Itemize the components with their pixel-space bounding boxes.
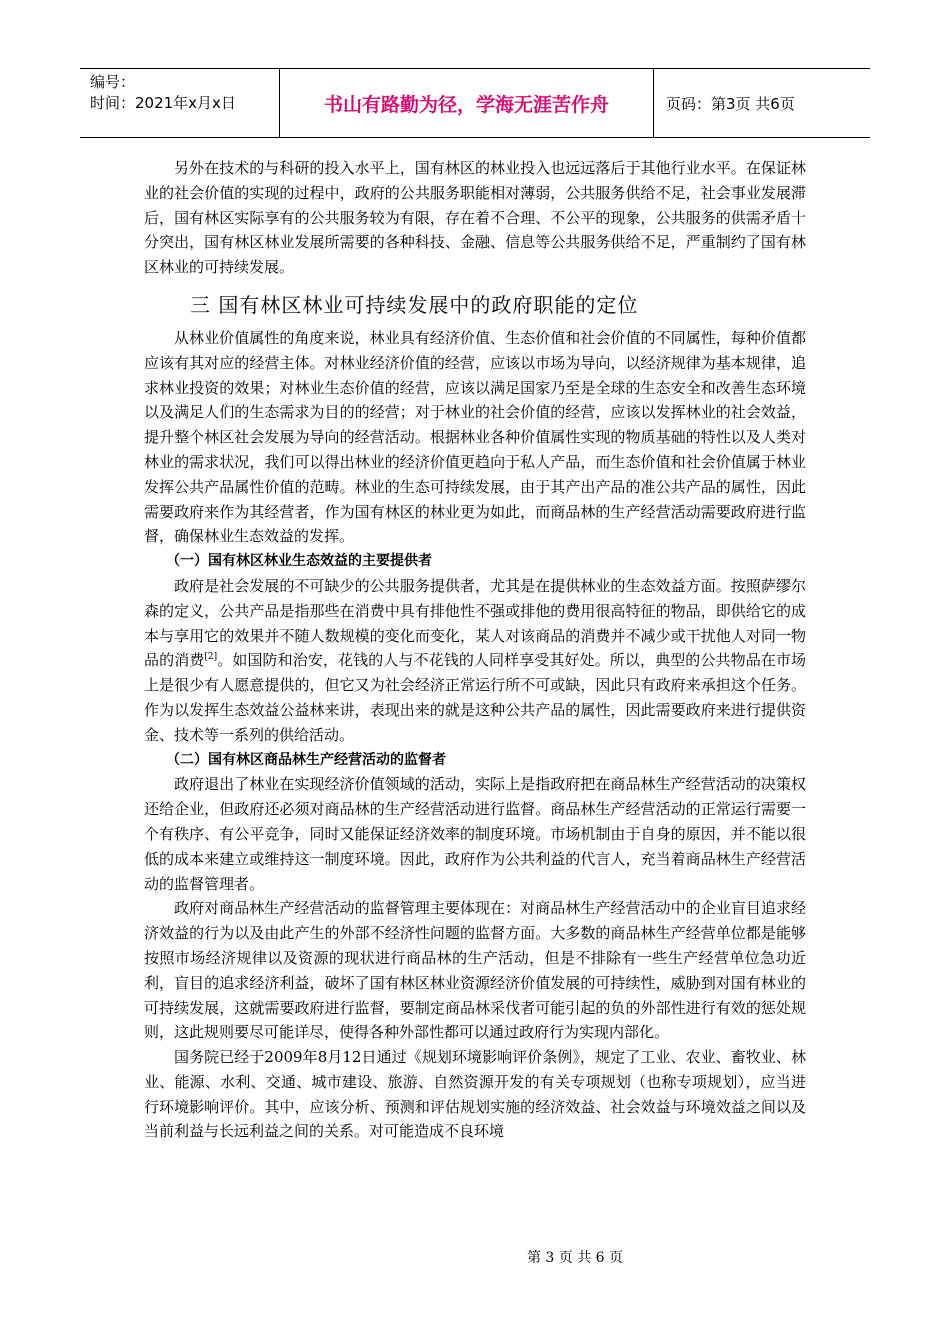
page-footer: 第 3 页 共 6 页 [526,1250,624,1266]
paragraph-3-part-a: 政府是社会发展的不可缺少的公共服务提供者，尤其是在提供林业的生态效益方面。按照萨缪尔森的定义，公共产品是指那些在消费中具有排他性不强或排他的费用很高特征的物品，即供给它的成本与享用它的效果并不随人数规模的变化而变化，某人对该商品的消费并不减少或干扰他人对同一物品的消费 [144,576,806,670]
paragraph-1: 另外在技术的与科研的投入水平上，国有林区的林业投入也远远落后于其他行业水平。在保证林业的社会价值的实现的过程中，政府的公共服务职能相对薄弱，公共服务供给不足，社会事业发展滞后，国有林区实际享有的公共服务较为有限，存在着不合理、不公平的现象，公共服务的供需矛盾十分突出，国有林区林业发展所需要的各种科技、金融、信息等公共服务供给不足，严重制约了国有林区林业的可持续发展。 [144,159,806,277]
page-header [80,68,870,138]
header-meta [80,69,280,137]
header-page-info: 页码：第3页 共6页 [666,94,795,113]
subsection-title-1: （一）国有林区林业生态效益的主要提供者 [166,553,432,570]
paragraph-2: 从林业价值属性的角度来说，林业具有经济价值、生态价值和社会价值的不同属性，每种价值都应该有其对应的经营主体。对林业经济价值的经营，应该以市场为导向，以经济规律为基本规律，追求林业投资的效果；对林业生态价值的经营，应该以满足国家乃至是全球的生态安全和改善生态环境以及满足人们的生态需求为目的的经营；对于林业的社会价值的经营，应该以发挥林业的社会效益，提升整个林区社会发展为导向的经营活动。根据林业各种价值属性实现的物质基础的特性以及人类对林业的需求状况，我们可以得出林业的经济价值更趋向于私人产品，而生态价值和社会价值属于林业发挥公共产品属性价值的范畴。林业的生态可持续发展，由于其产出产品的准公共产品的属性，因此需要政府来作为其经营者，作为国有林区的林业更为如此，而商品林的生产经营活动需要政府进行监督，确保林业生态效益的发挥。 [144,328,806,546]
paragraph-3-part-b: 。如国防和治安，花钱的人与不花钱的人同样享受其好处。所以，典型的公共物品在市场上是很少有人愿意提供的，但它又为社会经济正常运行所不可或缺，因此只有政府来承担这个任务。作为以发挥生态效益公益林来讲，表现出来的就是这种公共产品的属性，因此需要政府来进行提供资金、技术等一系列的供给活动。 [144,651,806,744]
paragraph-5: 政府对商品林生产经营活动的监督管理主要体现在：对商品林生产经营活动中的企业盲目追求经济效益的行为以及由此产生的外部不经济性问题的监督方面。大多数的商品林生产经营单位都是能够按照市场经济规律以及资源的现状进行商品林的生产活动，但是不排除有一些生产经营单位急功近利，盲目的追求经济利益，破坏了国有林区林业资源经济价值发展的可持续性，威胁到对国有林业的可持续发展，这就需要政府进行监督，要制定商品林采伐者可能引起的负的外部性进行有效的惩处规则，这此规则要尽可能详尽，使得各种外部性都可以通过政府行为实现内部化。 [144,899,806,1042]
paragraph-4: 政府退出了林业在实现经济价值领域的活动，实际上是指政府把在商品林生产经营活动的决策权还给企业，但政府还必须对商品林的生产经营活动进行监督。商品林生产经营活动的正常运行需要一个有秩序、有公平竞争，同时又能保证经济效率的制度环境。市场机制由于自身的原因，并不能以很低的成本来建立或维持这一制度环境。因此，政府作为公共利益的代言人，充当着商品林生产经营活动的监督管理者。 [144,775,806,893]
paragraph-6: 国务院已经于2009年8月12日通过《规划环境影响评价条例》，规定了工业、农业、畜牧业、林业、能源、水利、交通、城市建设、旅游、自然资源开发的有关专项规划（也称专项规划），应当进行环境影响评价。其中，应该分析、预测和评估规划实施的经济效益、社会效益与环境效益之间以及当前利益与长远利益之间的关系。对可能造成不良环境 [144,1048,806,1141]
subsection-title-2: （二）国有林区商品林生产经营活动的监督者 [166,751,446,768]
document-time-label: 时间：2021年x月x日 [90,94,236,112]
section-title: 三 国有林区林业可持续发展中的政府职能的定位 [190,292,639,317]
document-body [144,156,806,1144]
document-number-label: 编号： [90,73,136,91]
header-motto: 书山有路勤为径，学海无涯苦作舟 [280,69,654,137]
paragraph-3 [144,574,806,748]
citation-ref[interactable]: [2] [204,652,218,663]
